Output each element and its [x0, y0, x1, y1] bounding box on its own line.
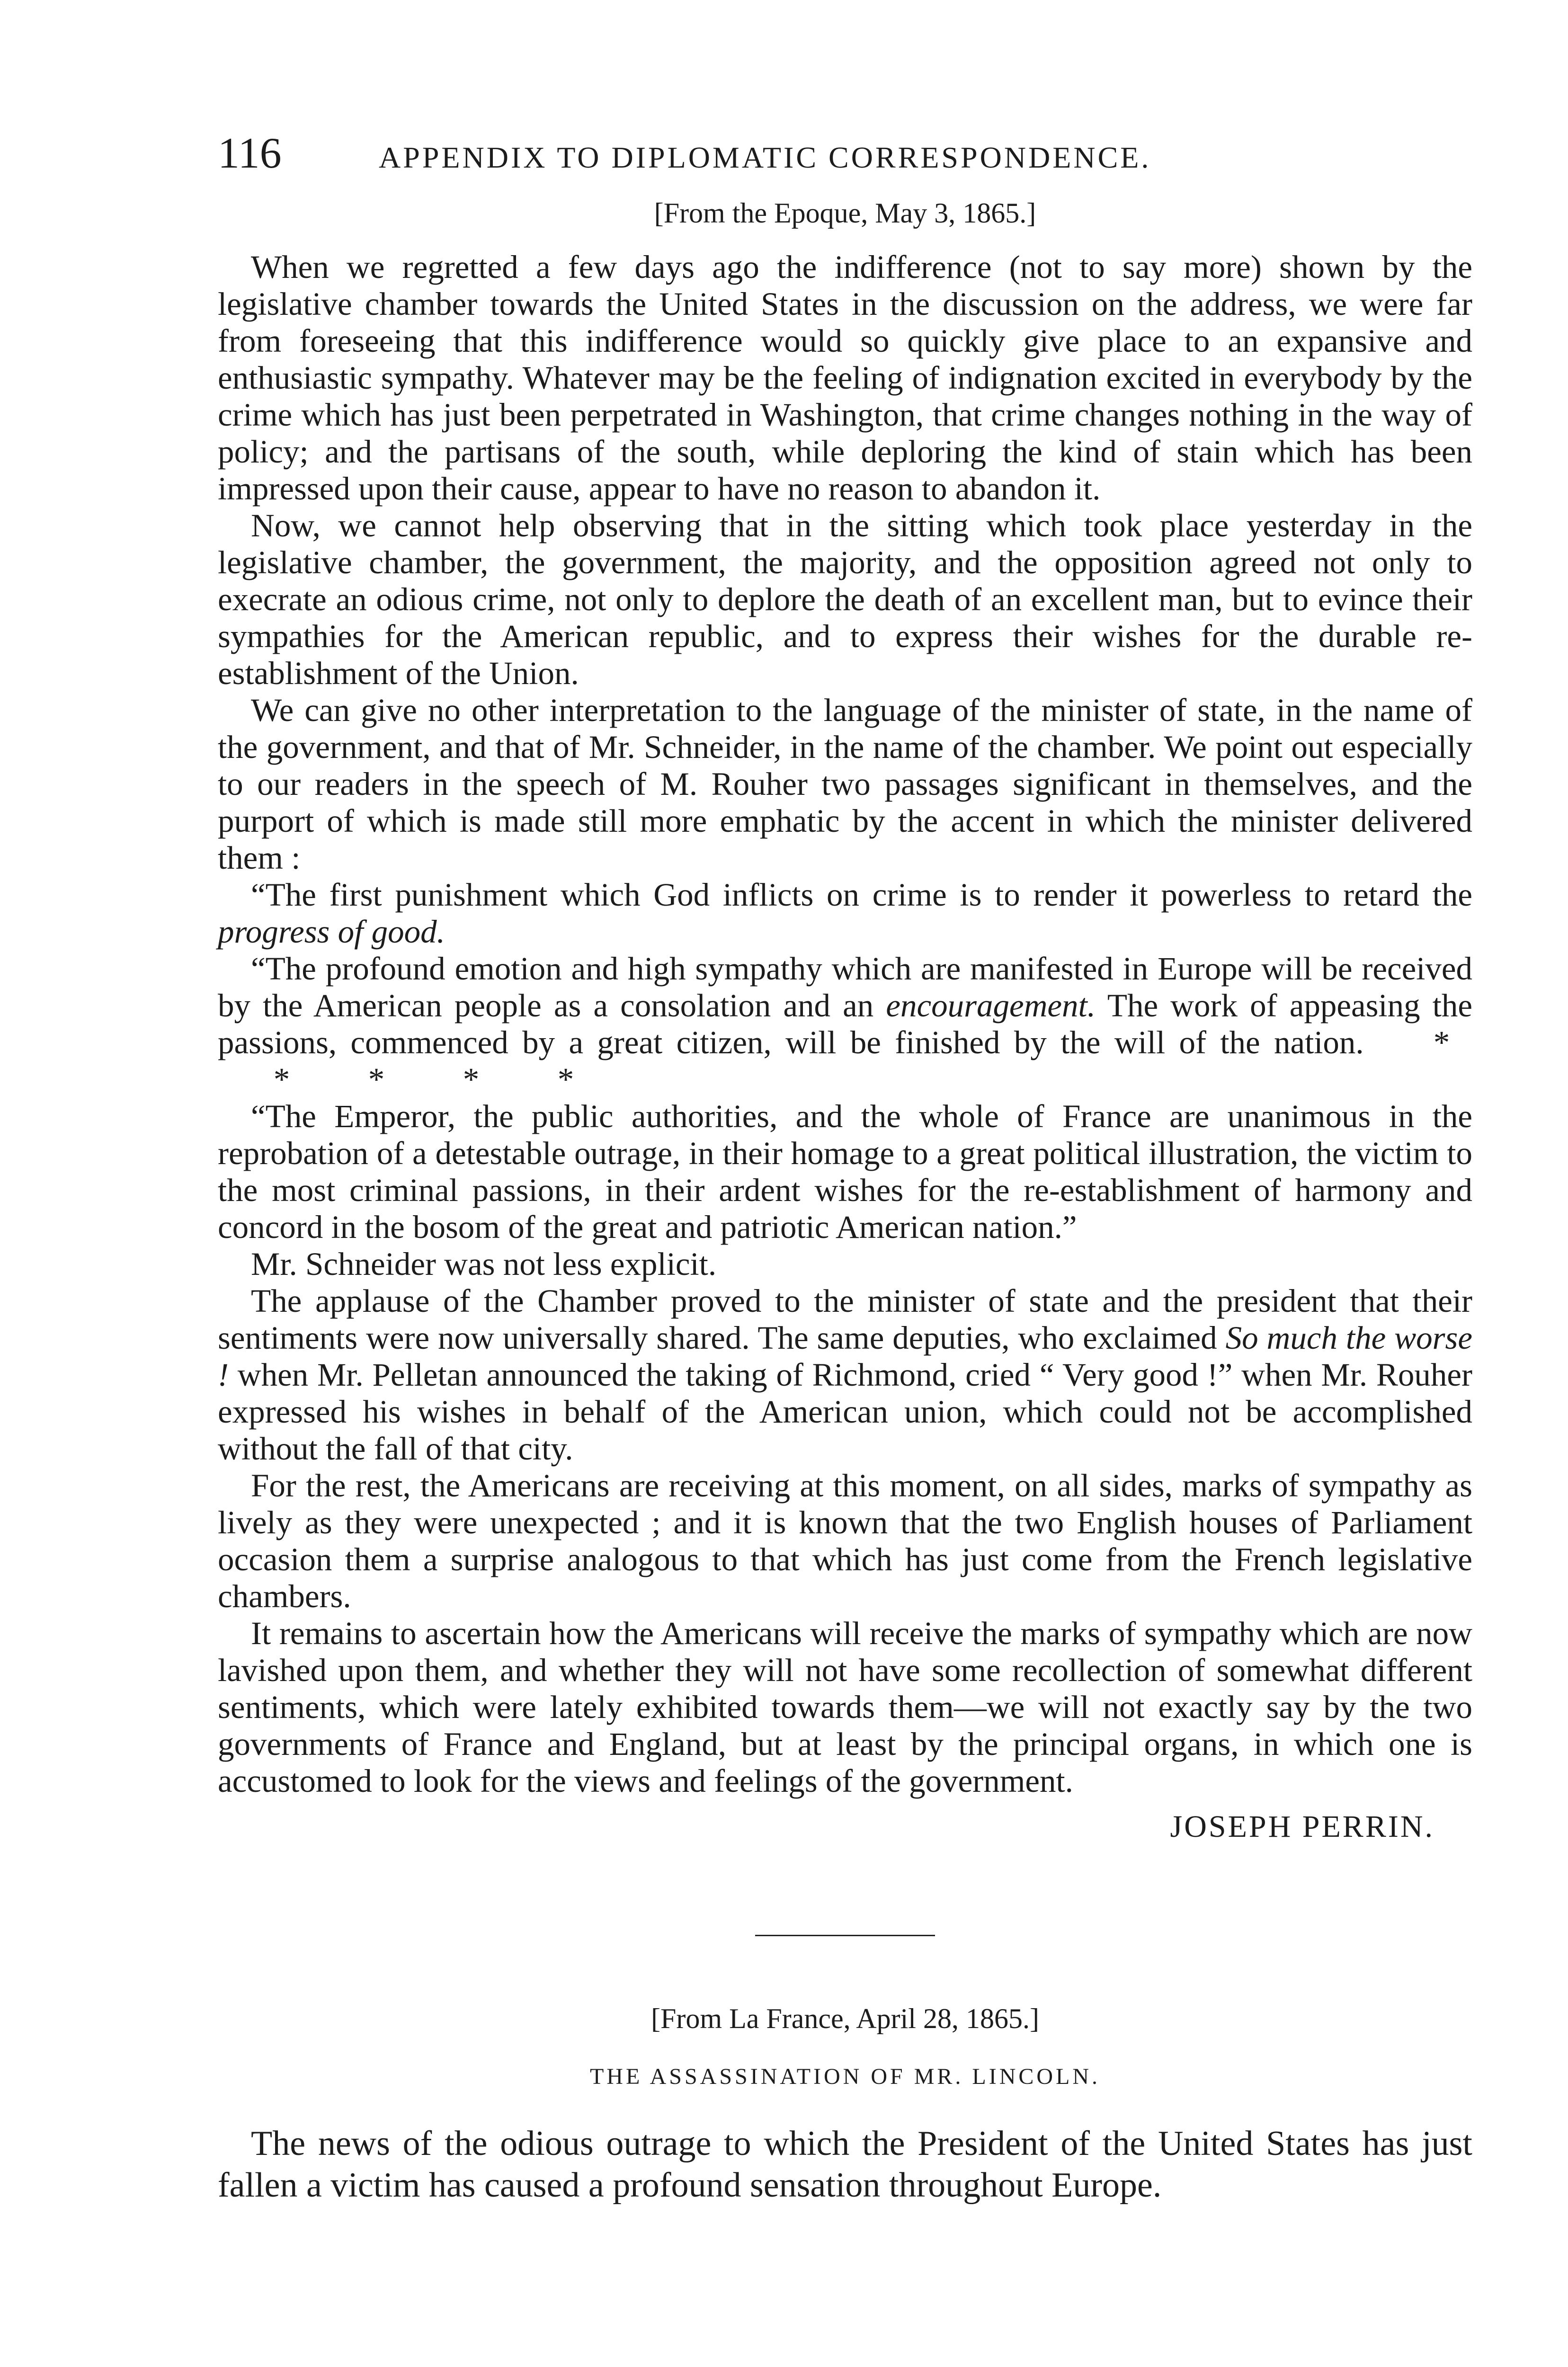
italic-phrase: So much the worse !	[218, 1320, 1472, 1393]
paragraph: For the rest, the Americans are receiving at this moment, on all sides, marks of sympathy as lively as they were unexpected ; and it is known that the two English houses of Parliament occasion them a surprise analogous to that which has just come from the French legislative chambers.	[218, 1468, 1472, 1614]
quote-paragraph: “The Emperor, the public authorities, and the whole of France are unanimous in the reprobation of a detestable outrage, in their homage to a great political illustration, the victim to the most criminal passions, in their ardent wishes for the re-establishment of harmony and concord in the bosom of the great and patriotic American nation.”	[218, 1098, 1472, 1245]
article-source: [From La France, April 28, 1865.]	[651, 2003, 1039, 2034]
paragraph: Now, we cannot help observing that in the sitting which took place yesterday in the legislative chamber, the government, the majority, and the opposition agreed not only to execrate an odious crime, not only to deplore the death of an excellent man, but to evince their sympathies for the American republic, and to express their wishes for the durable re-establishment of the Union.	[218, 507, 1472, 691]
paragraph: The news of the odious outrage to which the President of the United States has just fallen a victim has caused a profound sensation throughout Europe.	[218, 2124, 1472, 2205]
article-title: THE ASSASSINATION OF MR. LINCOLN.	[589, 2064, 1101, 2089]
article-epoque	[218, 197, 1472, 1845]
quote-paragraph: “The first punishment which God inflicts on crime is to render it powerless to retard the progress of good.	[218, 877, 1472, 950]
ellipsis-stars: ** * * *	[273, 1024, 1450, 1097]
italic-phrase: progress of good.	[218, 914, 445, 950]
document-page	[218, 128, 1472, 2206]
article-la-france	[218, 2002, 1472, 2206]
paragraph: When we regretted a few days ago the indifference (not to say more) shown by the legislative chamber towards the United States in the discussion on the address, we were far from foreseeing that this indifference would so quickly give place to an expansive and enthusiastic sympathy. Whatever may be the feeling of indignation excited in everybody by the crime which has just been perpetrated in Washington, that crime changes nothing in the way of policy; and the partisans of the south, while deploring the kind of stain which has been impressed upon their cause, appear to have no reason to abandon it.	[218, 249, 1472, 507]
page-header	[218, 128, 1472, 178]
page-number: 116	[218, 129, 282, 177]
author-signature: JOSEPH PERRIN.	[1170, 1809, 1434, 1844]
article-source: [From the Epoque, May 3, 1865.]	[654, 197, 1036, 229]
section-divider	[755, 1935, 935, 1936]
paragraph: The applause of the Chamber proved to the minister of state and the president that their sentiments were now universally shared. The same deputies, who exclaimed So much the worse ! when Mr. Pelletan announced the taking of Richmond, cried “ Very good !” when Mr. Rouher expressed his wishes in behalf of the American union, which could not be accomplished without the fall of that city.	[218, 1283, 1472, 1467]
paragraph: Mr. Schneider was not less explicit.	[251, 1246, 717, 1282]
italic-phrase: encouragement.	[886, 988, 1096, 1023]
running-head: APPENDIX TO DIPLOMATIC CORRESPONDENCE.	[379, 141, 1151, 174]
paragraph: We can give no other interpretation to the language of the minister of state, in the name of the government, and that of Mr. Schneider, in the name of the chamber. We point out especially to our readers in the speech of M. Rouher two passages significant in themselves, and the purport of which is made still more emphatic by the accent in which the minister delivered them :	[218, 692, 1472, 876]
paragraph: It remains to ascertain how the Americans will receive the marks of sympathy which are now lavished upon them, and whether they will not have some recollection of somewhat different sentiments, which were lately exhibited towards them—we will not exactly say by the two governments of France and England, but at least by the principal organs, in which one is accustomed to look for the views and feelings of the government.	[218, 1615, 1472, 1799]
quote-paragraph: “The profound emotion and high sympathy which are manifested in Europe will be received by the American people as a consolation and an encouragement. The work of appeasing the passions, commenced by a great citizen, will be finished by the will of the nation. ** * * *	[218, 951, 1472, 1097]
